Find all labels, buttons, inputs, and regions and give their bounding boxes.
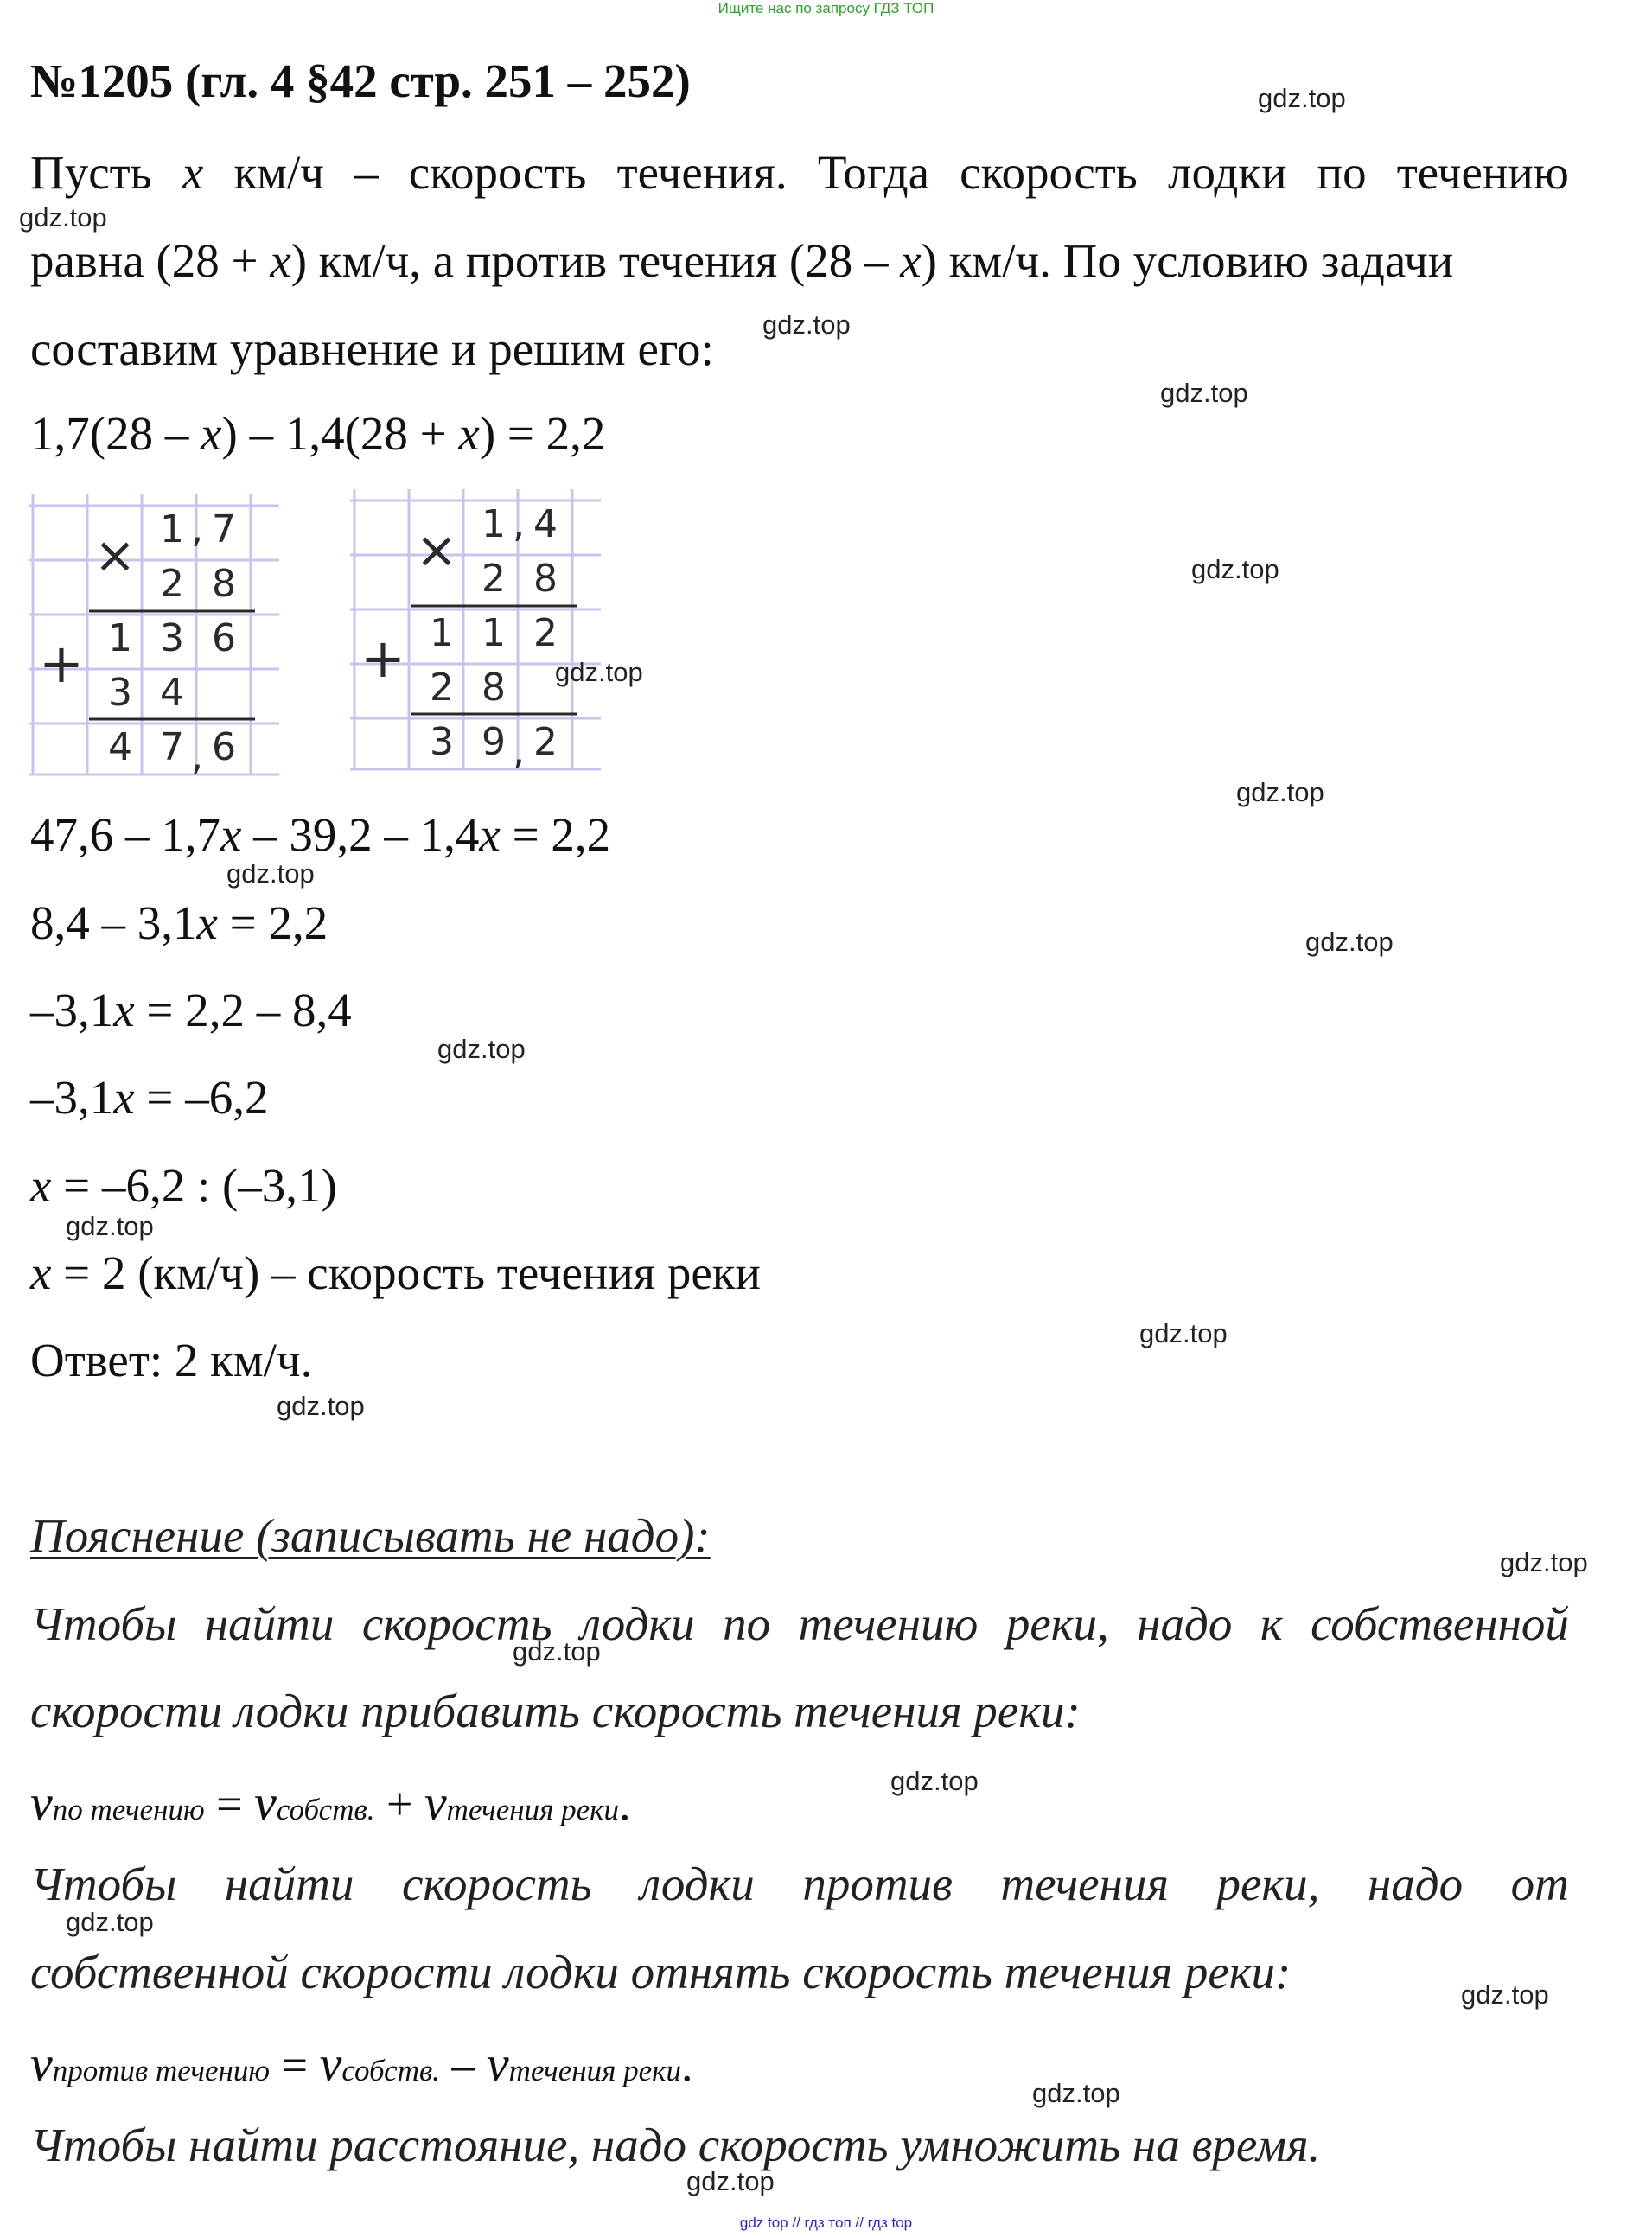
word: надо <box>1137 1597 1233 1650</box>
var-x: x <box>270 234 291 287</box>
word: лодки <box>580 1597 695 1650</box>
watermark: gdz.top <box>1305 927 1394 957</box>
digit: 9 <box>482 720 506 764</box>
var-x: x <box>113 984 135 1036</box>
text: = <box>204 1778 255 1830</box>
footer-links <box>0 2215 1652 2232</box>
word: по <box>1317 146 1367 199</box>
text: 1,7(28 – <box>30 407 201 460</box>
digit: 1 <box>160 507 184 551</box>
intro-line-1 <box>30 145 1569 200</box>
digit: 3 <box>160 616 184 660</box>
watermark: gdz.top <box>555 657 643 687</box>
digit: 8 <box>212 562 236 606</box>
word: скорость <box>401 1858 592 1910</box>
intro-line-2 <box>30 233 1453 288</box>
var-v: v <box>30 1775 53 1831</box>
watermark: gdz.top <box>890 1766 979 1796</box>
explanation-title: Пояснение (записывать не надо): <box>30 1509 711 1562</box>
word: реки, <box>1216 1858 1320 1910</box>
text: –3,1 <box>30 1071 114 1124</box>
comma: , <box>513 502 525 546</box>
watermark: gdz.top <box>66 1907 154 1937</box>
var-x: x <box>479 808 501 861</box>
word: км/ч <box>233 146 324 199</box>
subscript: течения реки <box>446 1793 620 1826</box>
watermark: gdz.top <box>1032 2078 1120 2108</box>
watermark: gdz.top <box>1258 83 1346 113</box>
text: –3,1 <box>30 984 114 1036</box>
subscript: против течению <box>52 2054 271 2087</box>
digit: 1 <box>482 502 506 546</box>
explanation-line-3 <box>30 1857 1569 1911</box>
digit: 1 <box>108 616 132 660</box>
text: 47,6 – 1,7 <box>30 808 220 861</box>
page-title: №1205 (гл. 4 §42 стр. 251 – 252) <box>30 54 691 107</box>
word: скорость <box>960 146 1138 199</box>
word: реки, <box>1005 1597 1109 1650</box>
digit: 6 <box>212 616 236 660</box>
comma: , <box>513 730 525 774</box>
word: лодки <box>1168 146 1287 199</box>
digit: 4 <box>108 725 132 769</box>
word: по <box>723 1597 771 1650</box>
text: = –6,2 <box>134 1071 269 1124</box>
digit: 2 <box>533 611 558 655</box>
subscript: течения реки <box>508 2054 682 2087</box>
var-v: v <box>254 1775 277 1831</box>
digit: 3 <box>108 671 132 715</box>
text: = 2,2 – 8,4 <box>134 984 352 1036</box>
word: Тогда <box>817 146 929 199</box>
digit: 4 <box>533 502 558 546</box>
text: – 39,2 – 1,4 <box>241 808 480 861</box>
step-6 <box>30 1246 761 1300</box>
multiply-sign: × <box>93 526 137 584</box>
digit: 8 <box>533 557 558 601</box>
word: найти <box>224 1858 354 1910</box>
comma: , <box>191 507 203 551</box>
var-v: v <box>424 1775 447 1831</box>
var-x: x <box>458 407 480 460</box>
watermark: gdz.top <box>513 1636 601 1667</box>
text: 8,4 – 3,1 <box>30 896 197 949</box>
digit: 2 <box>160 562 184 606</box>
text: = <box>270 2039 320 2091</box>
word: течения <box>1000 1858 1169 1910</box>
text: ) = 2,2 <box>479 407 606 460</box>
var-x: x <box>30 1159 52 1212</box>
word: скорость <box>408 146 587 199</box>
text: ) км/ч. По условию задачи <box>921 234 1454 287</box>
var-x: x <box>196 896 218 949</box>
word: против <box>802 1858 953 1910</box>
formula-downstream <box>30 1774 631 1832</box>
digit: 3 <box>430 720 454 764</box>
text: = 2,2 <box>217 896 328 949</box>
text: . <box>681 2039 693 2091</box>
word: надо <box>1367 1858 1464 1910</box>
subscript: собств. <box>341 2054 440 2087</box>
watermark: gdz.top <box>1236 777 1324 807</box>
var-x: x <box>30 1246 52 1299</box>
watermark: gdz.top <box>226 858 315 889</box>
word: – <box>354 146 379 199</box>
step-3 <box>30 983 352 1037</box>
multiplication-grid-2 <box>350 489 601 774</box>
main-equation <box>30 406 605 461</box>
footer-link[interactable]: // гдз топ <box>788 2215 852 2231</box>
var-x: x <box>900 234 922 287</box>
explanation-line-5: Чтобы найти расстояние, надо скорость умножить на время. <box>30 2119 1321 2171</box>
intro-line-3: составим уравнение и решим его: <box>30 322 714 375</box>
digit: 1 <box>430 611 454 655</box>
watermark: gdz.top <box>762 309 851 340</box>
watermark: gdz.top <box>277 1391 365 1421</box>
plus-sign: + <box>360 627 405 690</box>
step-4 <box>30 1070 268 1125</box>
digit: 2 <box>533 720 558 764</box>
watermark: gdz.top <box>1160 378 1248 408</box>
watermark: gdz.top <box>686 2166 775 2196</box>
footer-link[interactable]: gdz top <box>739 2215 788 2231</box>
step-2 <box>30 895 328 950</box>
word: скорость <box>361 1597 552 1650</box>
digit: 7 <box>212 507 236 551</box>
step-5 <box>30 1158 337 1213</box>
watermark: gdz.top <box>437 1034 526 1064</box>
var-x: x <box>182 146 204 199</box>
answer: Ответ: 2 км/ч. <box>30 1334 313 1386</box>
var-v: v <box>319 2036 342 2092</box>
text: + <box>374 1778 424 1830</box>
watermark: gdz.top <box>1191 554 1279 584</box>
digit: 1 <box>482 611 506 655</box>
multiply-sign: × <box>415 520 458 579</box>
word: к <box>1260 1597 1283 1650</box>
watermark: gdz.top <box>66 1211 154 1241</box>
word: от <box>1510 1858 1569 1910</box>
watermark: gdz.top <box>1139 1318 1228 1348</box>
watermark: gdz.top <box>19 202 107 233</box>
digit: 4 <box>160 671 184 715</box>
digit: 2 <box>482 557 506 601</box>
plus-sign: + <box>39 632 84 695</box>
var-v: v <box>30 2036 53 2092</box>
word: течению <box>798 1597 979 1650</box>
var-x: x <box>113 1071 135 1124</box>
digit: 8 <box>482 666 506 710</box>
comma: , <box>191 735 203 779</box>
watermark: gdz.top <box>1461 1979 1549 2010</box>
text: ) км/ч, а против течения (28 – <box>290 234 901 287</box>
text: равна (28 + <box>30 234 271 287</box>
var-x: x <box>201 407 222 460</box>
explanation-line-4: собственной скорости лодки отнять скорость течения реки: <box>30 1946 1292 1998</box>
digit: 7 <box>160 725 184 769</box>
text: = –6,2 : (–3,1) <box>51 1159 337 1212</box>
text: = 2,2 <box>500 808 611 861</box>
formula-upstream <box>30 2035 693 2093</box>
subscript: по течению <box>52 1793 205 1826</box>
text: = 2 (км/ч) – скорость течения реки <box>51 1246 761 1299</box>
text: ) – 1,4(28 + <box>221 407 459 460</box>
watermark: gdz.top <box>1500 1547 1588 1577</box>
text: – <box>439 2039 487 2091</box>
word: течению <box>1396 146 1569 199</box>
digit: 2 <box>430 666 454 710</box>
text: . <box>619 1778 631 1830</box>
word: найти <box>204 1597 335 1650</box>
var-x: x <box>220 808 242 861</box>
explanation-line-2: скорости лодки прибавить скорость течения реки: <box>30 1685 1081 1737</box>
step-1 <box>30 807 610 862</box>
var-v: v <box>486 2036 509 2092</box>
footer-link[interactable]: // гдз top <box>852 2215 912 2231</box>
top-banner[interactable]: Ищите нас по запросу ГДЗ ТОП <box>718 0 934 16</box>
word: Пусть <box>30 146 152 199</box>
word: собственной <box>1311 1597 1569 1650</box>
subscript: собств. <box>276 1793 375 1826</box>
multiplication-grid-1 <box>29 494 279 780</box>
word: течения. <box>616 146 788 199</box>
word: Чтобы <box>30 1858 177 1910</box>
digit: 6 <box>212 725 236 769</box>
word: лодки <box>640 1858 755 1910</box>
word: Чтобы <box>30 1597 177 1650</box>
explanation-line-1 <box>30 1596 1569 1651</box>
